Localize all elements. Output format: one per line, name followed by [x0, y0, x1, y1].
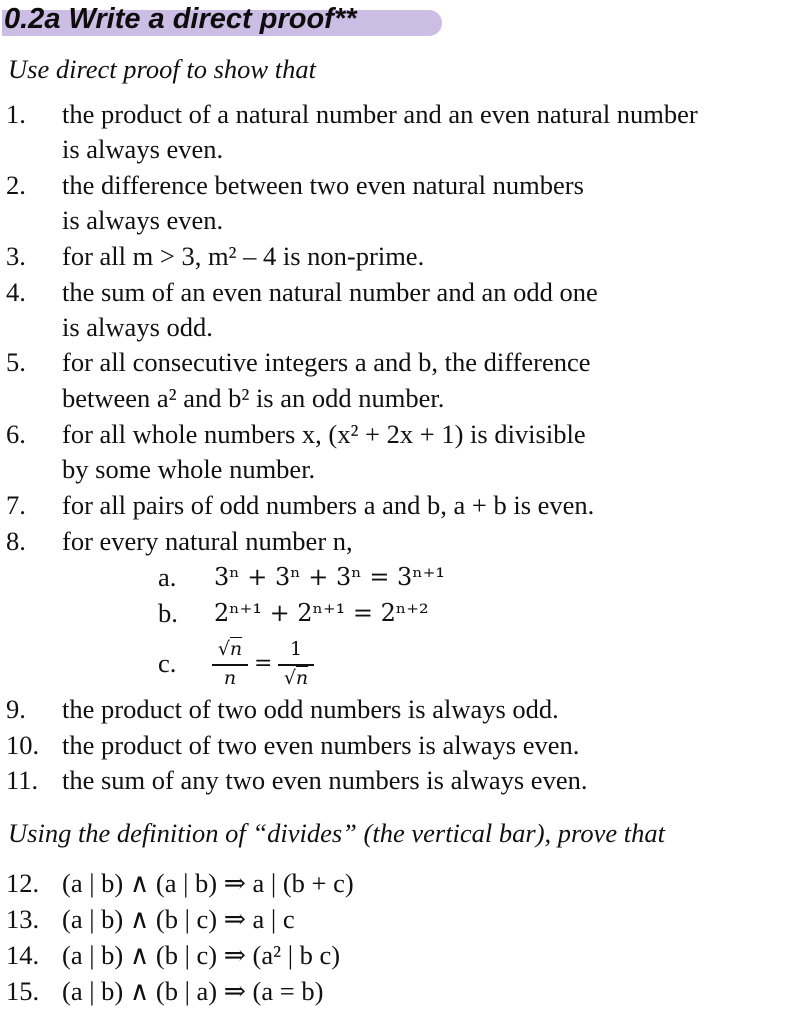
item-number: 7. [6, 490, 26, 520]
heading-text: 0.2a Write a direct proof** [4, 3, 357, 35]
item-text: (a | b) ∧ (a | b) ⇒ a | (b + c) [62, 868, 354, 898]
item-text: is always even. [62, 205, 224, 235]
fraction-equation: √n n = 1 √n [212, 636, 312, 692]
item-text: for all consecutive integers a and b, the difference [62, 347, 591, 377]
item-text: for all whole numbers x, (x² + 2x + 1) is divisible [62, 419, 586, 449]
item-text: for all pairs of odd numbers a and b, a + b is even. [62, 490, 595, 520]
item-text: is always odd. [62, 312, 213, 342]
item-text: for all m > 3, m² – 4 is non-prime. [62, 241, 425, 271]
item-number: 10. [6, 730, 40, 760]
item-number: 4. [6, 277, 26, 307]
item-text: the difference between two even natural numbers [62, 170, 584, 200]
item-text: the product of two even numbers is always even. [62, 730, 580, 760]
item-number: 15. [6, 976, 40, 1006]
item-number: 2. [6, 170, 26, 200]
subitem-letter: a. [158, 562, 177, 592]
item-text: by some whole number. [62, 454, 316, 484]
item-number: 1. [6, 99, 26, 129]
subitem-letter: b. [158, 598, 178, 628]
intro-direct-proof: Use direct proof to show that [8, 54, 316, 84]
subitem-letter: c. [158, 648, 177, 678]
section-heading [2, 0, 442, 40]
item-text: the sum of any two even numbers is always even. [62, 765, 588, 795]
subitem-expression: 3ⁿ + 3ⁿ + 3ⁿ = 3ⁿ⁺¹ [214, 563, 445, 591]
item-number: 14. [6, 940, 40, 970]
item-number: 11. [6, 765, 39, 795]
item-number: 12. [6, 868, 40, 898]
item-text: the sum of an even natural number and an odd one [62, 277, 598, 307]
item-text: (a | b) ∧ (b | c) ⇒ a | c [62, 904, 295, 934]
subitem-expression: 2ⁿ⁺¹ + 2ⁿ⁺¹ = 2ⁿ⁺² [214, 599, 429, 627]
intro-divides: Using the definition of “divides” (the vertical bar), prove that [8, 818, 666, 848]
item-number: 5. [6, 347, 26, 377]
item-text: for every natural number n, [62, 526, 353, 556]
item-text: between a² and b² is an odd number. [62, 383, 445, 413]
item-text: (a | b) ∧ (b | c) ⇒ (a² | b c) [62, 940, 341, 970]
item-text: is always even. [62, 134, 224, 164]
item-text: (a | b) ∧ (b | a) ⇒ (a = b) [62, 976, 324, 1006]
item-text: the product of a natural number and an even natural number [62, 99, 698, 129]
item-number: 9. [6, 694, 26, 724]
item-text: the product of two odd numbers is always odd. [62, 694, 559, 724]
item-number: 6. [6, 419, 26, 449]
item-number: 8. [6, 526, 26, 556]
item-number: 13. [6, 904, 40, 934]
item-number: 3. [6, 241, 26, 271]
